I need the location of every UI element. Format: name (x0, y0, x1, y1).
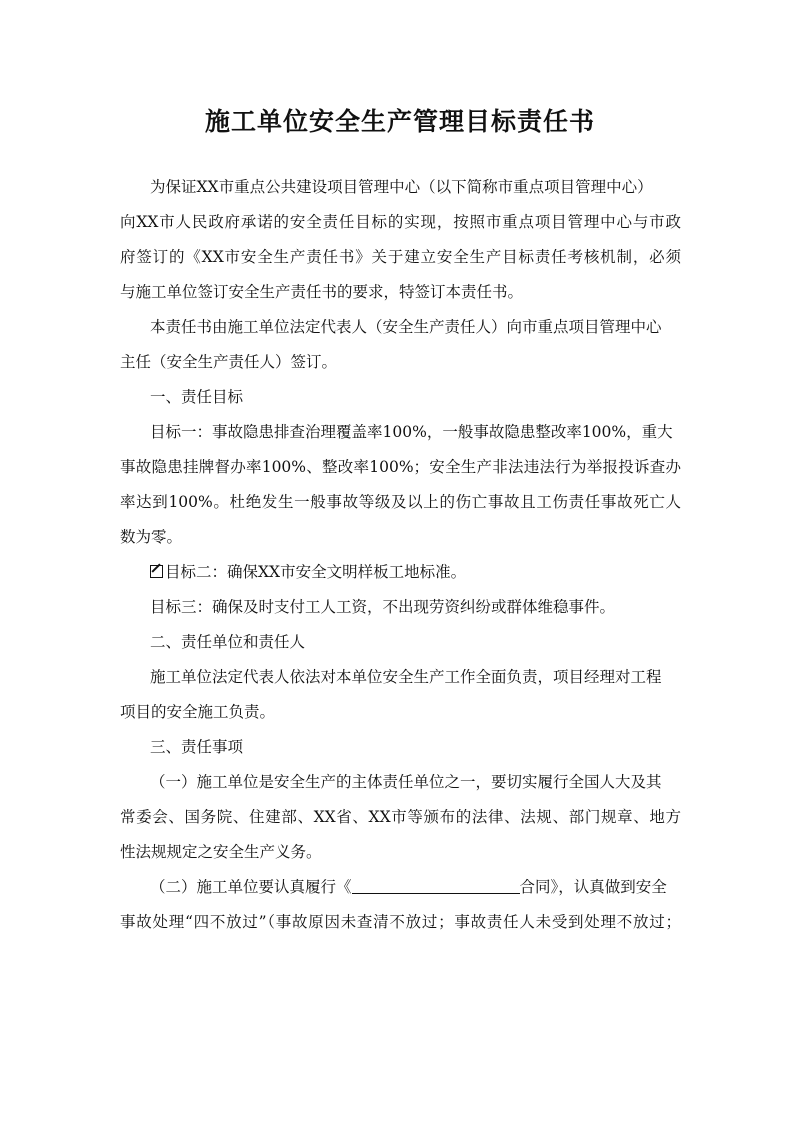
paragraph-line: 事故处理“四不放过”（事故原因未查清不放过；事故责任人未受到处理不放过； (120, 913, 681, 931)
paragraph-line: 性法规规定之安全生产义务。 (120, 843, 322, 861)
paragraph-line: 主任（安全生产责任人）签订。 (120, 353, 338, 371)
paragraph-line: 向XX市人民政府承诺的安全责任目标的实现，按照市重点项目管理中心与市政 (120, 213, 681, 231)
paragraph-line: 本责任书由施工单位法定代表人（安全生产责任人）向市重点项目管理中心 (150, 318, 662, 336)
contract-line-end: 合同》，认真做到安全 (519, 878, 667, 896)
paragraph-line: 数为零。 (120, 528, 183, 546)
paragraph-line: 项目的安全施工负责。 (120, 703, 276, 721)
paragraph-line: 率达到100%。杜绝发生一般事故等级及以上的伤亡事故且工伤责任事故死亡人 (120, 493, 681, 511)
goal-two-text: 目标二：确保XX市安全文明样板工地标准。 (165, 563, 467, 581)
paragraph-line: （一）施工单位是安全生产的主体责任单位之一，要切实履行全国人大及其 (150, 773, 662, 791)
contract-line-start: （二）施工单位要认真履行《 (150, 878, 352, 896)
paragraph-line: 目标一：事故隐患排查治理覆盖率100%，一般事故隐患整改率100%，重大 (150, 423, 673, 441)
section-heading: 一、责任目标 (150, 388, 244, 406)
section-heading: 二、责任单位和责任人 (150, 633, 306, 651)
contract-name-blank (352, 877, 520, 894)
paragraph-line: 为保证XX市重点公共建设项目管理中心（以下简称市重点项目管理中心） (150, 178, 653, 196)
paragraph-line: 与施工单位签订安全生产责任书的要求，特签订本责任书。 (120, 283, 524, 301)
paragraph-line: 事故隐患挂牌督办率100%、整改率100%；安全生产非法违法行为举报投诉查办 (120, 458, 681, 476)
paragraph-line: 施工单位法定代表人依法对本单位安全生产工作全面负责，项目经理对工程 (150, 668, 662, 686)
document-title: 施工单位安全生产管理目标责任书 (204, 107, 595, 136)
checkbox-checked-icon (150, 565, 163, 578)
contract-line (150, 876, 667, 898)
section-heading: 三、责任事项 (150, 738, 244, 756)
paragraph-line: 目标三：确保及时支付工人工资，不出现劳资纠纷或群体维稳事件。 (150, 598, 616, 616)
paragraph-line: 府签订的《XX市安全生产责任书》关于建立安全生产目标责任考核机制，必须 (120, 248, 681, 266)
goal-two-line (150, 561, 466, 583)
paragraph-line: 常委会、国务院、住建部、XX省、XX市等颁布的法律、法规、部门规章、地方 (120, 808, 681, 826)
